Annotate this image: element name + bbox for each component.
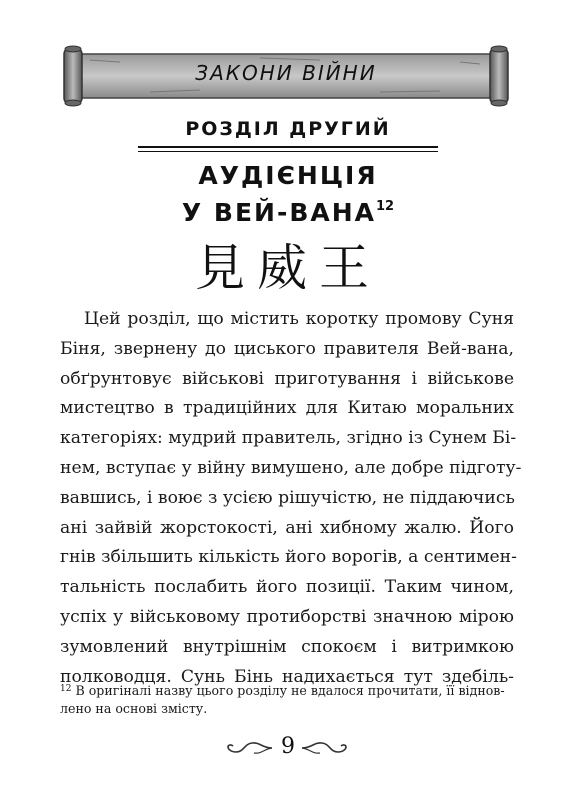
footnote-text2: лено на основі змісту. (60, 701, 208, 716)
body-line: обґрунтовує військові приготування і військове (60, 368, 514, 389)
footnote-reference: 12 (376, 199, 395, 214)
flourish-right-icon (300, 740, 348, 756)
body-line: категоріях: мудрий правитель, згідно із Сунем Бі- (60, 428, 517, 449)
footnote-mark: 12 (60, 684, 72, 694)
footnote (60, 680, 514, 718)
chapter-title (0, 160, 576, 228)
chinese-title: 見威王 (195, 239, 381, 297)
body-line: вавшись, і воює з усією рішучістю, не піддаючись (60, 487, 515, 508)
body-line: гнів збільшить кількість його ворогів, а сентимен- (60, 547, 517, 568)
chapter-label: РОЗДІЛ ДРУГИЙ (185, 118, 391, 140)
title-rule-thick (138, 146, 438, 148)
body-line: Цей розділ, що містить коротку промову Суня (84, 309, 514, 329)
footnote-line1 (60, 680, 514, 700)
body-line: зумовлений внутрішнім спокоєм і витримкою (60, 636, 514, 657)
body-line: ані зайвій жорстокості, ані хибному жалю. Його (60, 517, 514, 538)
body-line: Біня, звернену до циського правителя Вей-вана, (60, 338, 514, 359)
scroll-banner (60, 44, 512, 108)
body-line: успіх у військовому протиборстві значною мірою (60, 606, 514, 627)
page-number: 9 (281, 734, 295, 759)
book-title: ЗАКОНИ ВІЙНИ (195, 61, 377, 85)
body-line: тальність послабить його позиції. Таким чином, (60, 577, 514, 598)
chapter-title-line2: У ВЕЙ-ВАНА (181, 198, 376, 227)
body-line: полководця. Сунь Бінь надихається тут здебіль- (60, 666, 514, 687)
footnote-text1: В оригіналі назву цього розділу не вдалося прочитати, її віднов- (75, 683, 505, 698)
body-line: мистецтво в традиційних для Китаю моральних (60, 398, 514, 419)
page-footer (0, 730, 576, 766)
chapter-title-line1: АУДІЄНЦІЯ (198, 161, 378, 190)
body-line: нем, вступає у війну вимушено, але добре підготу- (60, 457, 522, 478)
body-paragraph (60, 305, 522, 692)
title-rule-thin (138, 151, 438, 152)
